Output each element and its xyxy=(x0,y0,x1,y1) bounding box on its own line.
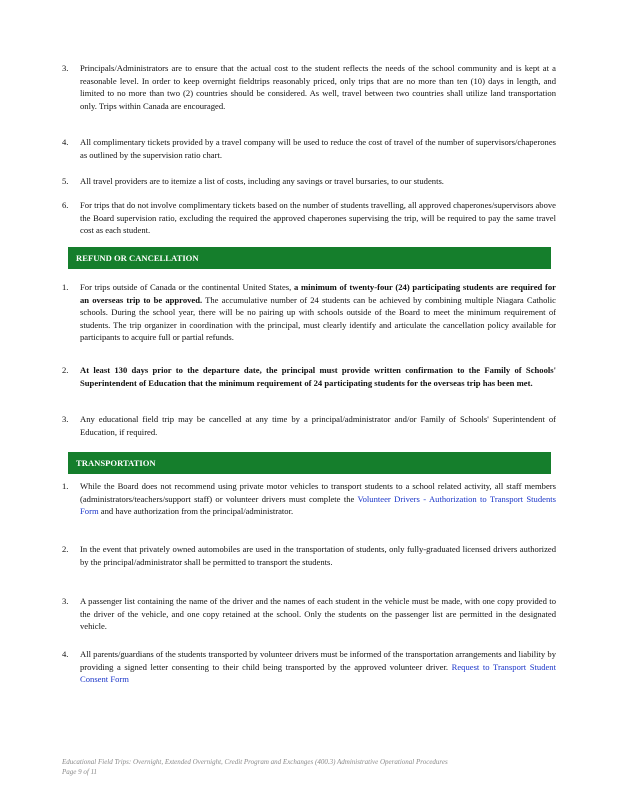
list-number: 3. xyxy=(62,596,69,606)
list-number: 5. xyxy=(62,176,69,186)
list-item-text: Principals/Administrators are to ensure that the actual cost to the student reflects the needs of the school community and is kept at a reasonable level. In order to keep overnight fieldtrips reasonably priced, only trips that are no more than ten (10) days in length, and limited to no more than two (2) countries should be considered. As well, travel between two countries shall utilize land transportation only. Trips within Canada are encouraged. xyxy=(80,63,556,111)
list-number: 3. xyxy=(62,63,69,73)
page-number: Page 9 of 11 xyxy=(62,768,98,776)
list-item-5 xyxy=(62,175,556,188)
list-number: 1. xyxy=(62,282,69,292)
refund-section-heading: REFUND OR CANCELLATION xyxy=(68,247,551,269)
list-item-text: At least 130 days prior to the departure date, the principal must provide written confirmation to the Family of Schools' Superintendent of Education that the minimum requirement of 24 participating students for the overseas trip has been met. xyxy=(80,365,556,388)
refund-item-1 xyxy=(62,281,556,344)
volunteer-drivers-form-link[interactable]: Volunteer Drivers - Authorization to Transport Students Form xyxy=(80,493,556,517)
list-item-text: For trips outside of Canada or the continental United States, a minimum of twenty-four (24) participating students are required for an overseas trip to be approved. The accumulative number of 24 students can be achieved by combining multiple Niagara Catholic schools. During the school year, there will be no pairing up with schools outside of the Board to meet the minimum requirement of students. The trip organizer in coordination with the principal, must clearly identify and articulate the cancellation policy available for participants to acquire full or partial refunds. xyxy=(80,282,556,343)
refund-item-3 xyxy=(62,413,556,438)
list-number: 1. xyxy=(62,481,69,491)
page-footer xyxy=(62,757,562,777)
list-item-text: Any educational field trip may be cancelled at any time by a principal/administrator and/or Family of Schools' Superintendent of Education, if required. xyxy=(80,414,556,437)
list-item-6 xyxy=(62,199,556,237)
list-item-text: A passenger list containing the name of the driver and the names of each student in the vehicle must be made, with one copy provided to the driver of the vehicle, and one copy retained at the school. Only the students on the passenger list are permitted in the designated vehicle. xyxy=(80,596,556,632)
transportation-item-3 xyxy=(62,595,556,633)
transportation-item-1 xyxy=(62,480,556,518)
list-number: 4. xyxy=(62,649,69,659)
transportation-section-heading: TRANSPORTATION xyxy=(68,452,551,474)
list-number: 2. xyxy=(62,544,69,554)
list-item-4 xyxy=(62,136,556,161)
consent-form-link[interactable]: Request to Transport Student Consent Form xyxy=(80,661,556,685)
list-item-text: All travel providers are to itemize a list of costs, including any savings or travel bursaries, to our students. xyxy=(80,176,444,186)
list-number: 6. xyxy=(62,200,69,210)
minimum-students-requirement: a minimum of twenty-four (24) participating students are required for an overseas trip to be approved. xyxy=(80,282,556,305)
list-item-text: For trips that do not involve complimentary tickets based on the number of students travelling, all approved chaperones/supervisors above the Board supervision ratio, excluding the required the approved chaperones supervising the trip, will be required to pay the same travel cost as each student. xyxy=(80,200,556,236)
list-item-text: All parents/guardians of the students transported by volunteer drivers must be informed of the transportation arrangements and liability by providing a signed letter consenting to their child being transported by the approved volunteer driver. Request to Transport Student Consent Form xyxy=(80,649,556,685)
list-item-text: In the event that privately owned automobiles are used in the transportation of students, only fully-graduated licensed drivers authorized by the principal/administrator shall be permitted to transport the students. xyxy=(80,544,556,567)
footer-document-title: Educational Field Trips: Overnight, Extended Overnight, Credit Program and Exchanges (400.3) Administrative Operational Procedures xyxy=(62,758,448,766)
list-number: 3. xyxy=(62,414,69,424)
list-number: 2. xyxy=(62,365,69,375)
list-item-text: While the Board does not recommend using private motor vehicles to transport students to a school related activity, all staff members (administrators/teachers/support staff) or volunteer drivers must complete the Volunteer Drivers - Authorization to Transport Students Form and have authorization from the principal/administrator. xyxy=(80,481,556,517)
transportation-item-2 xyxy=(62,543,556,568)
list-item-3 xyxy=(62,62,556,112)
list-number: 4. xyxy=(62,137,69,147)
refund-item-2 xyxy=(62,364,556,389)
list-item-text: All complimentary tickets provided by a travel company will be used to reduce the cost of travel of the number of supervisors/chaperones as outlined by the supervision ratio chart. xyxy=(80,137,556,160)
transportation-item-4 xyxy=(62,648,556,686)
